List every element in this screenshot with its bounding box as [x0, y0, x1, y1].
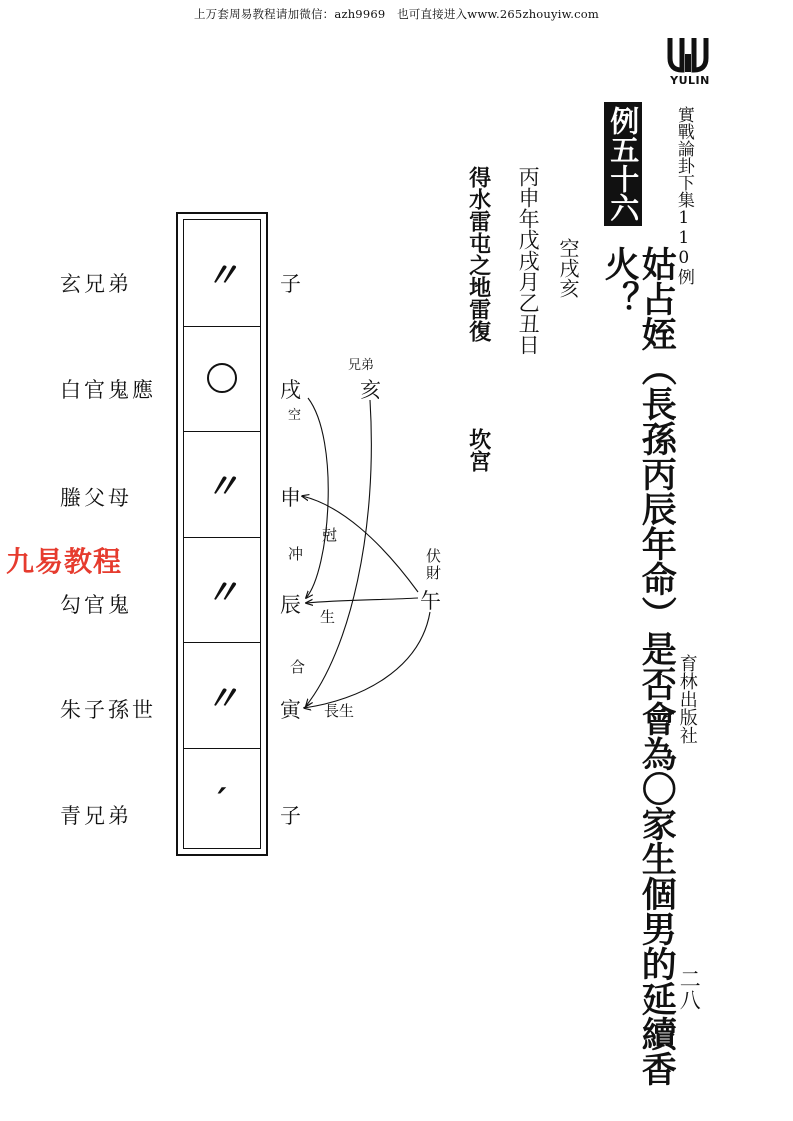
arrow-hai-to-yin	[306, 400, 371, 706]
line-6-branch: 子	[280, 272, 301, 296]
arrow-wu-to-yin	[304, 612, 430, 708]
hidden-wealth-branch: 午	[420, 589, 441, 613]
example-number-badge: 例五十六	[604, 102, 642, 226]
line-1-label: 青兄弟	[60, 804, 132, 828]
line-5-label: 白官鬼應	[60, 378, 156, 402]
line-2-branch: 寅	[280, 698, 301, 722]
top-watermark-line: 上万套周易教程请加微信：azh9969 也可直接进入www.265zhouyiw.com	[193, 7, 600, 21]
line-1-branch: 子	[280, 804, 301, 828]
line-4-symbol: 〃	[184, 431, 260, 538]
kui-label: 尅	[322, 526, 338, 544]
hexagram-name: 得水雷屯之地雷復	[465, 166, 492, 342]
question-title: 姑占姪（長孫丙辰年命）是否會為〇家生個男的延續香火？	[599, 246, 677, 1086]
page-number: 二八	[677, 968, 702, 1010]
line-6-label: 玄兄弟	[60, 272, 132, 296]
changsheng-label: 長生	[324, 702, 355, 720]
publisher-name: 育林出版社	[676, 654, 698, 744]
line-2-symbol: 〃	[184, 642, 260, 749]
red-watermark: 九易教程	[6, 545, 123, 578]
line-2-label: 朱子孫世	[60, 698, 156, 722]
palace-name: 坎宮	[465, 428, 492, 472]
clash-label: 冲	[288, 545, 304, 563]
logo-text: YULIN	[670, 74, 710, 87]
arrow-wu-to-chen	[306, 598, 418, 603]
void-branches: 空戌亥	[556, 238, 580, 298]
line-3-symbol: 〃	[184, 537, 260, 644]
line-3-branch: 辰	[280, 593, 301, 617]
line-4-label: 螣父母	[60, 486, 132, 510]
sheng-label: 生	[320, 608, 336, 626]
divination-date: 丙申年戊戌月乙丑日	[516, 166, 541, 355]
line-4-branch: 申	[280, 486, 301, 510]
void-mark: 空	[288, 408, 302, 423]
line-3-label: 勾官鬼	[60, 593, 132, 617]
series-title: 實戰論卦下集110例	[673, 106, 694, 285]
line-1-symbol: ′	[217, 780, 227, 821]
hidden-wealth-label: 伏財	[426, 547, 442, 583]
line-6-symbol: 〃	[184, 220, 260, 327]
arrow-wu-to-shen	[302, 496, 418, 592]
line-5-branch: 戌	[280, 378, 301, 402]
he-label: 合	[290, 658, 306, 676]
hidden-brother-branch: 亥	[360, 378, 381, 402]
hidden-brother-label: 兄弟	[348, 358, 375, 373]
